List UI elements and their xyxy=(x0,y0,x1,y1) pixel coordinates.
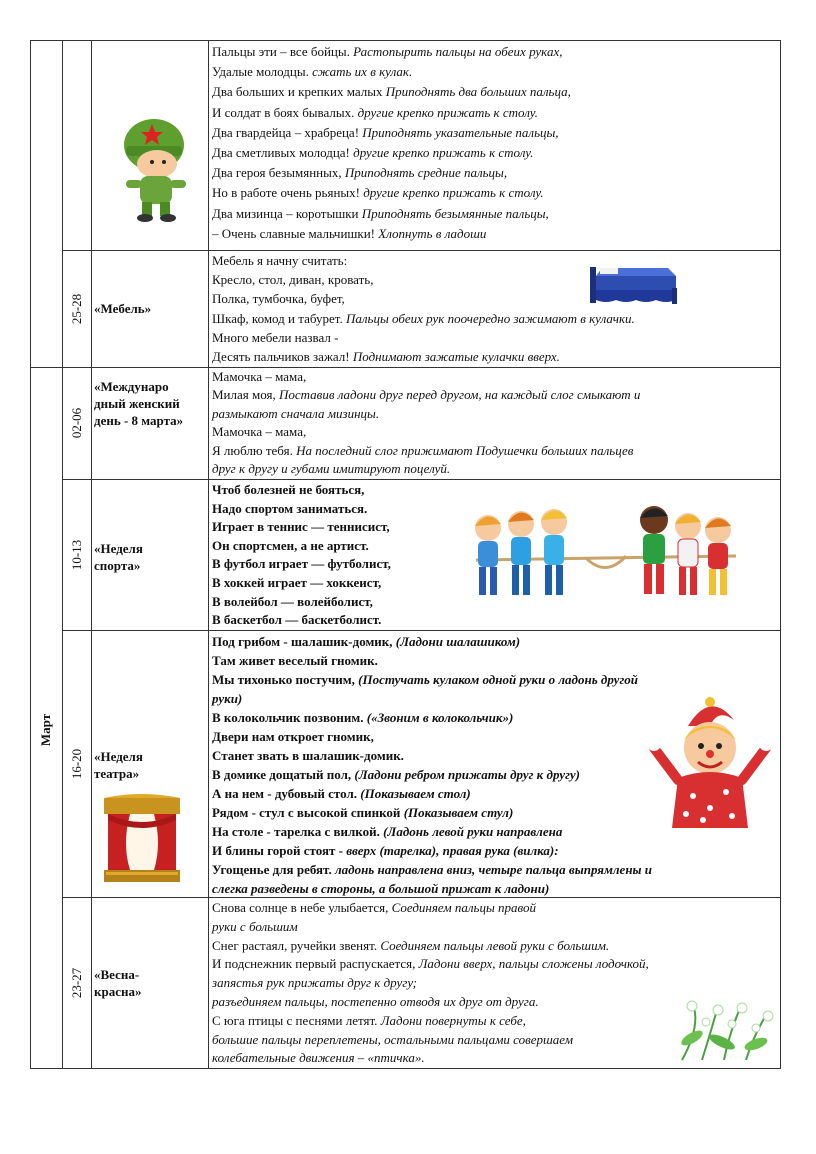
rhyme-line xyxy=(212,347,774,366)
dates-cell xyxy=(62,630,91,897)
rhyme-line-instruction: Соединяем пальцы правой xyxy=(391,900,536,915)
rhyme-line xyxy=(212,481,774,500)
rhyme-line-instruction: На последний слог прижимают Подушечки больших пальцев xyxy=(296,442,634,458)
rhyme-line xyxy=(212,224,774,244)
rhyme-text xyxy=(212,368,774,478)
rhyme-line-text: Играет в теннис — теннисист, xyxy=(212,519,390,535)
soldier-illustration xyxy=(112,110,192,225)
rhyme-line xyxy=(212,62,774,82)
rhyme-line-text: Надо спортом заниматься. xyxy=(212,500,368,516)
dates-label: 23-27 xyxy=(68,967,84,998)
rhyme-line xyxy=(212,82,774,102)
month-label: Март xyxy=(38,713,53,747)
rhyme-line-instruction: руки) xyxy=(212,691,243,706)
rhyme-line xyxy=(212,103,774,123)
dates-cell xyxy=(62,479,91,630)
rhyme-line xyxy=(212,368,774,386)
rhyme-line-instruction: колебательные движения – «птичка». xyxy=(212,1050,425,1066)
rhyme-line-text: И подснежник первый распускается, xyxy=(212,956,419,972)
rhyme-line-text: Два героя безымянных, xyxy=(212,165,345,181)
rhyme-line-text: Шкаф, комод и табурет. xyxy=(212,310,346,326)
rhyme-line xyxy=(212,309,774,328)
rhyme-line-text: Там живет веселый гномик. xyxy=(212,653,378,668)
rhyme-line xyxy=(212,251,774,270)
rhyme-line-text: Кресло, стол, диван, кровать, xyxy=(212,272,374,288)
rhyme-line-text: И блины горой стоят - xyxy=(212,843,347,858)
rhyme-line xyxy=(212,651,774,670)
rhyme-line xyxy=(212,289,774,308)
rhyme-line-text: На столе - тарелка с вилкой. xyxy=(212,824,384,839)
dates-label: 10-13 xyxy=(68,539,84,570)
topic-cell: «Междунаро дный женский день - 8 марта» xyxy=(94,379,184,428)
rhyme-line-text: Мы тихонько постучим, xyxy=(212,672,359,687)
rhyme-line-text: Полка, тумбочка, буфет, xyxy=(212,291,345,307)
topic-cell: «Неделя спорта» xyxy=(94,541,143,573)
rhyme-line-text: Десять пальчиков зажал! xyxy=(212,349,353,365)
rhyme-line-text: Снег растаял, ручейки звенят. xyxy=(212,937,381,953)
rhyme-line-text: И солдат в боях бывалых. xyxy=(212,104,358,120)
rhyme-line-instruction: другие крепко прижать к столу. xyxy=(357,104,538,120)
snowdrop-flowers-illustration xyxy=(672,994,778,1062)
bed-illustration xyxy=(588,262,680,307)
rhyme-line xyxy=(212,204,774,224)
rhyme-line-instruction: («Звоним в колокольчик») xyxy=(366,710,514,725)
rhyme-line-instruction: руки с большим xyxy=(212,918,298,934)
dates-label: 25-28 xyxy=(68,293,84,324)
rhyme-line-instruction: ладонь направлена вниз, четыре пальца выпрямлены и xyxy=(334,862,653,877)
rhyme-line xyxy=(212,143,774,163)
rhyme-line-instruction: (Ладонь левой руки направлена xyxy=(383,824,563,839)
rhyme-line-instruction: Приподнять безымянные пальцы, xyxy=(361,205,549,221)
topic-cell: «Весна-красна» xyxy=(94,967,142,999)
rhyme-line-text: Мебель я начну считать: xyxy=(212,253,348,268)
rhyme-line-instruction: другие крепко прижать к столу. xyxy=(353,145,534,161)
rhyme-line xyxy=(212,899,774,918)
rhyme-line-text: Под грибом - шалашик-домик, xyxy=(212,634,396,649)
rhyme-line-instruction: (Постучать кулаком одной руки о ладонь другой xyxy=(358,672,638,687)
rhyme-line-instruction: друг к другу и губами имитируют поцелуй. xyxy=(212,461,451,477)
rhyme-line-instruction: большие пальцы переплетены, остальными пальцами совершаем xyxy=(212,1031,574,1047)
rhyme-line-text: Я люблю тебя. xyxy=(212,442,297,458)
rhyme-line-instruction: Соединяем пальцы левой руки с большим. xyxy=(380,937,610,953)
rhyme-line xyxy=(212,460,774,478)
rhyme-line-instruction: Приподнять указательные пальцы, xyxy=(362,124,559,140)
rhyme-line-instruction: Пальцы обеих рук поочередно зажимают в кулачки. xyxy=(345,310,635,326)
rhyme-line-instruction: (Ладони шалашиком) xyxy=(395,634,521,649)
rhyme-line-instruction: (Показываем стол) xyxy=(360,786,471,801)
rhyme-line-instruction: Ладони вверх, пальцы сложены лодочкой, xyxy=(418,956,649,972)
rhyme-line-text: В футбол играет — футболист, xyxy=(212,556,391,572)
dates-label: 16-20 xyxy=(68,748,84,779)
month-cell xyxy=(30,680,62,780)
tug-of-war-illustration xyxy=(466,498,746,616)
rhyme-line xyxy=(212,328,774,347)
rhyme-line-text: – Очень славные мальчишки! xyxy=(212,225,379,241)
rhyme-line-text: Угощенье для ребят. xyxy=(212,862,335,877)
dates-cell xyxy=(62,897,91,1068)
rhyme-line-text: Два гвардейца – храбреца! xyxy=(212,124,363,140)
rhyme-line-text: В баскетбол — баскетболист. xyxy=(212,612,382,628)
rhyme-line xyxy=(212,841,774,860)
rhyme-line xyxy=(212,955,774,974)
rhyme-line-instruction: Приподнять два больших пальца, xyxy=(385,84,571,100)
rhyme-line-text: В волейбол — волейболист, xyxy=(212,593,373,609)
rhyme-line xyxy=(212,183,774,203)
rhyme-line xyxy=(212,163,774,183)
rhyme-line-instruction: Растопырить пальцы на обеих руках, xyxy=(353,44,563,59)
rhyme-line-text: Удалые молодцы. xyxy=(212,64,313,80)
rhyme-line-text: Два сметливых молодца! xyxy=(212,145,354,161)
rhyme-line-text: Но в работе очень рьяных! xyxy=(212,185,364,201)
rhyme-line-instruction: другие крепко прижать к столу. xyxy=(363,185,544,201)
rhyme-line xyxy=(212,386,774,404)
rhyme-line-text: В хоккей играет — хоккеист, xyxy=(212,574,382,590)
rhyme-line xyxy=(212,670,774,689)
rhyme-text xyxy=(212,42,774,244)
rhyme-line-text: Станет звать в шалашик-домик. xyxy=(212,748,404,763)
rhyme-line-text: С юга птицы с песнями летят. xyxy=(212,1012,381,1028)
rhyme-line xyxy=(212,937,774,956)
dates-label: 02-06 xyxy=(68,407,84,439)
topic-cell: «Мебель» xyxy=(94,301,152,316)
rhyme-line xyxy=(212,442,774,460)
rhyme-line-text: Двери нам откроет гномик, xyxy=(212,729,374,744)
rhyme-line-instruction: (Ладони ребром прижаты друг к другу) xyxy=(354,767,580,782)
rhyme-line-text: А на нем - дубовый стол. xyxy=(212,786,361,801)
rhyme-line-text: Он спортсмен, а не артист. xyxy=(212,537,369,553)
rhyme-line xyxy=(212,632,774,651)
rhyme-line-instruction: вверх (тарелка), правая рука (вилка): xyxy=(346,843,559,858)
clown-illustration xyxy=(648,696,774,838)
rhyme-line-text: Мамочка – мама, xyxy=(212,369,307,384)
rhyme-line xyxy=(212,974,774,993)
rhyme-line-text: Пальцы эти – все бойцы. xyxy=(212,44,354,59)
rhyme-line-text: Два больших и крепких малых xyxy=(212,84,386,100)
rhyme-line-instruction: Поднимают зажатые кулачки вверх. xyxy=(352,349,560,365)
topic-cell: «Неделя театра» xyxy=(94,749,143,781)
rhyme-line-instruction: Хлопнуть в ладоши xyxy=(378,225,487,241)
rhyme-line-instruction: (Показываем стул) xyxy=(403,805,514,820)
rhyme-line-text: Мамочка – мама, xyxy=(212,424,307,440)
rhyme-line-instruction: Ладони повернуты к себе, xyxy=(380,1012,526,1028)
rhyme-line-text: Чтоб болезней не бояться, xyxy=(212,482,365,497)
rhyme-line xyxy=(212,42,774,62)
rhyme-line-text: В колокольчик позвоним. xyxy=(212,710,367,725)
rhyme-line-text: Милая моя, xyxy=(212,387,279,403)
rhyme-line xyxy=(212,270,774,289)
rhyme-line xyxy=(212,405,774,423)
rhyme-line-text: Много мебели назвал - xyxy=(212,329,339,345)
rhyme-line-instruction: сжать их в кулак. xyxy=(312,64,413,80)
rhyme-line xyxy=(212,860,774,879)
rhyme-line-text: Два мизинца – коротышки xyxy=(212,205,362,221)
rhyme-line-instruction: запястья рук прижаты друг к другу; xyxy=(212,975,417,991)
rhyme-line xyxy=(212,879,774,898)
rhyme-line-instruction: Поставив ладони друг перед другом, на каждый слог смыкают и xyxy=(278,387,641,403)
rhyme-line xyxy=(212,423,774,441)
rhyme-line-text: В домике дощатый пол, xyxy=(212,767,355,782)
rhyme-line-instruction: разъединяем пальцы, постепенно отводя их друг от друга. xyxy=(212,993,539,1009)
rhyme-line-instruction: Приподнять средние пальцы, xyxy=(344,165,508,181)
dates-cell xyxy=(62,367,91,479)
dates-cell xyxy=(62,250,91,367)
rhyme-line xyxy=(212,123,774,143)
rhyme-line-text: Рядом - стул с высокой спинкой xyxy=(212,805,404,820)
rhyme-text xyxy=(212,251,774,366)
theater-stage-illustration xyxy=(102,794,182,886)
rhyme-line-instruction: размыкают сначала мизинцы. xyxy=(212,405,380,421)
rhyme-line xyxy=(212,918,774,937)
rhyme-line-text: Снова солнце в небе улыбается, xyxy=(212,900,392,915)
rhyme-line-instruction: слегка разведены в стороны, а большой прижат к ладони) xyxy=(212,881,550,896)
